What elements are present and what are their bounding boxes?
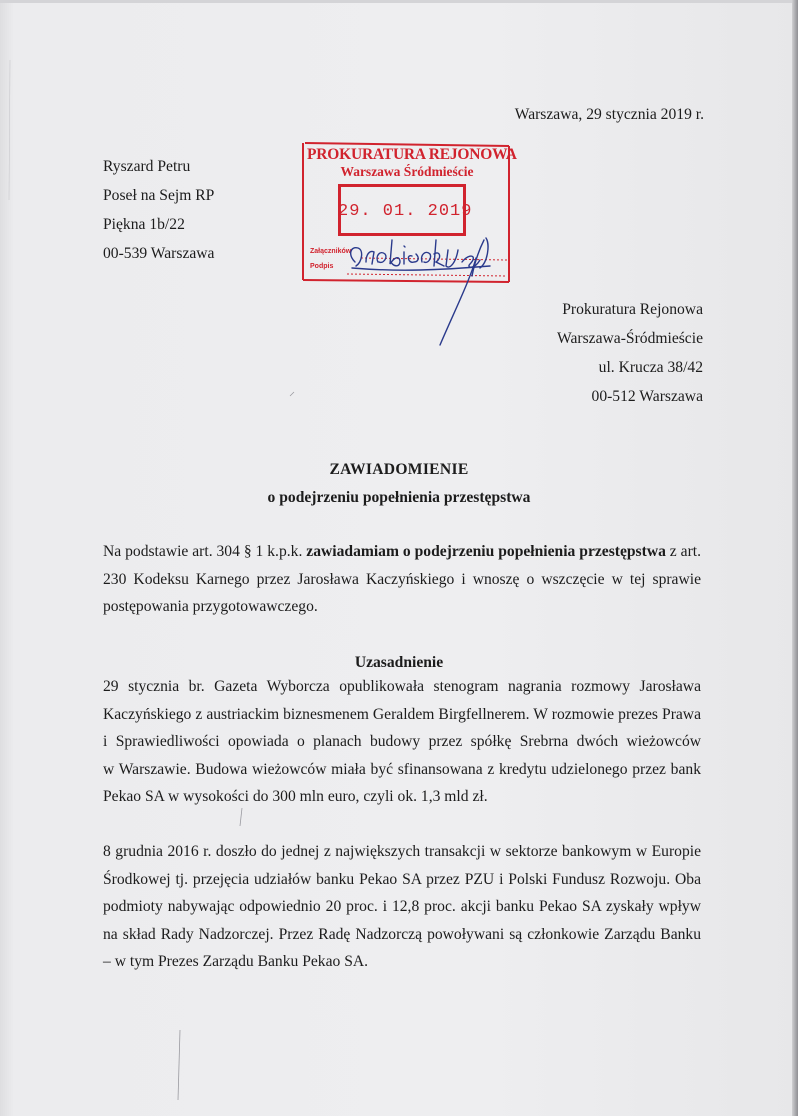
- paragraph-line: postępowania przygotowawczego.: [103, 598, 318, 615]
- paragraph-line: 29 stycznia br. Gazeta Wyborcza opublikowała stenogram nagrania rozmowy Jarosława: [103, 678, 701, 695]
- sender-street: Piękna 1b/22: [103, 216, 185, 233]
- paragraph-line: – w tym Prezes Zarządu Banku Pekao SA.: [103, 953, 369, 970]
- paragraph-justification-1: [103, 673, 701, 811]
- text-run-bold: zawiadamiam o podejrzeniu popełnienia przestępstwa: [306, 543, 666, 560]
- paragraph-line: i Sprawiedliwości opowiada o planach budowy przez spółkę Srebrna dwóch wieżowców: [103, 733, 701, 750]
- recipient-city: 00-512 Warszawa: [591, 388, 703, 405]
- sender-role: Poseł na Sejm RP: [103, 187, 215, 204]
- recipient-name: Prokuratura Rejonowa: [562, 301, 703, 318]
- paragraph-justification-2: [103, 838, 701, 976]
- text-run: Na podstawie art. 304 § 1 k.p.k.: [103, 543, 307, 560]
- document-title: ZAWIADOMIENIE: [329, 461, 469, 478]
- paragraph-line: Środkowej tj. przejęcia udziałów banku Pekao SA przez PZU i Polski Fundusz Rozwoju. Oba: [103, 870, 701, 888]
- stamp-date: 29. 01. 2019: [338, 202, 473, 221]
- date-line: Warszawa, 29 stycznia 2019 r.: [514, 106, 704, 123]
- paragraph-line: [103, 538, 701, 566]
- recipient-address: [557, 296, 703, 412]
- paragraph-line: Pekao SA w wysokości do 300 mln euro, czyli ok. 1,3 mld zł.: [103, 788, 488, 805]
- paragraph-notification: [103, 538, 701, 621]
- sender-city: 00-539 Warszawa: [103, 245, 215, 262]
- justification-heading: Uzasadnienie: [354, 654, 444, 671]
- recipient-district: Warszawa-Śródmieście: [557, 330, 703, 347]
- text-run: z art.: [665, 543, 701, 560]
- paragraph-line: na skład Rady Nadzorczej. Przez Radę Nadzorczą powoływani są członkowie Zarządu Banku: [103, 925, 701, 943]
- stamp-subtitle: Warszawa Śródmieście: [340, 164, 474, 179]
- paragraph-line: Kaczyńskiego z austriackim biznesmenem Geraldem Birgfellnerem. W rozmowie prezes Prawa: [103, 705, 701, 723]
- stamp-title: PROKURATURA REJONOWA: [307, 146, 517, 163]
- stamp-label-attachments: Załączników: [310, 248, 352, 255]
- paragraph-line: podmioty nabywając odpowiednio 20 proc. i 12,8 proc. akcji banku Pekao SA zyskały wpływ: [103, 898, 701, 915]
- recipient-street: ul. Krucza 38/42: [598, 359, 703, 376]
- paragraph-line: w Warszawie. Budowa wieżowców miała być sfinansowana z kredytu udzielonego przez bank: [103, 760, 701, 778]
- paragraph-line: 8 grudnia 2016 r. doszło do jednej z największych transakcji w sektorze bankowym w Europie: [103, 843, 701, 860]
- paragraph-line: 230 Kodeksu Karnego przez Jarosława Kaczyńskiego i wnoszę o wszczęcie w tej sprawie: [103, 570, 701, 588]
- sender-name: Ryszard Petru: [103, 158, 191, 175]
- document-subtitle: o podejrzeniu popełnienia przestępstwa: [267, 489, 531, 506]
- stamp-label-signature: Podpis: [310, 263, 334, 270]
